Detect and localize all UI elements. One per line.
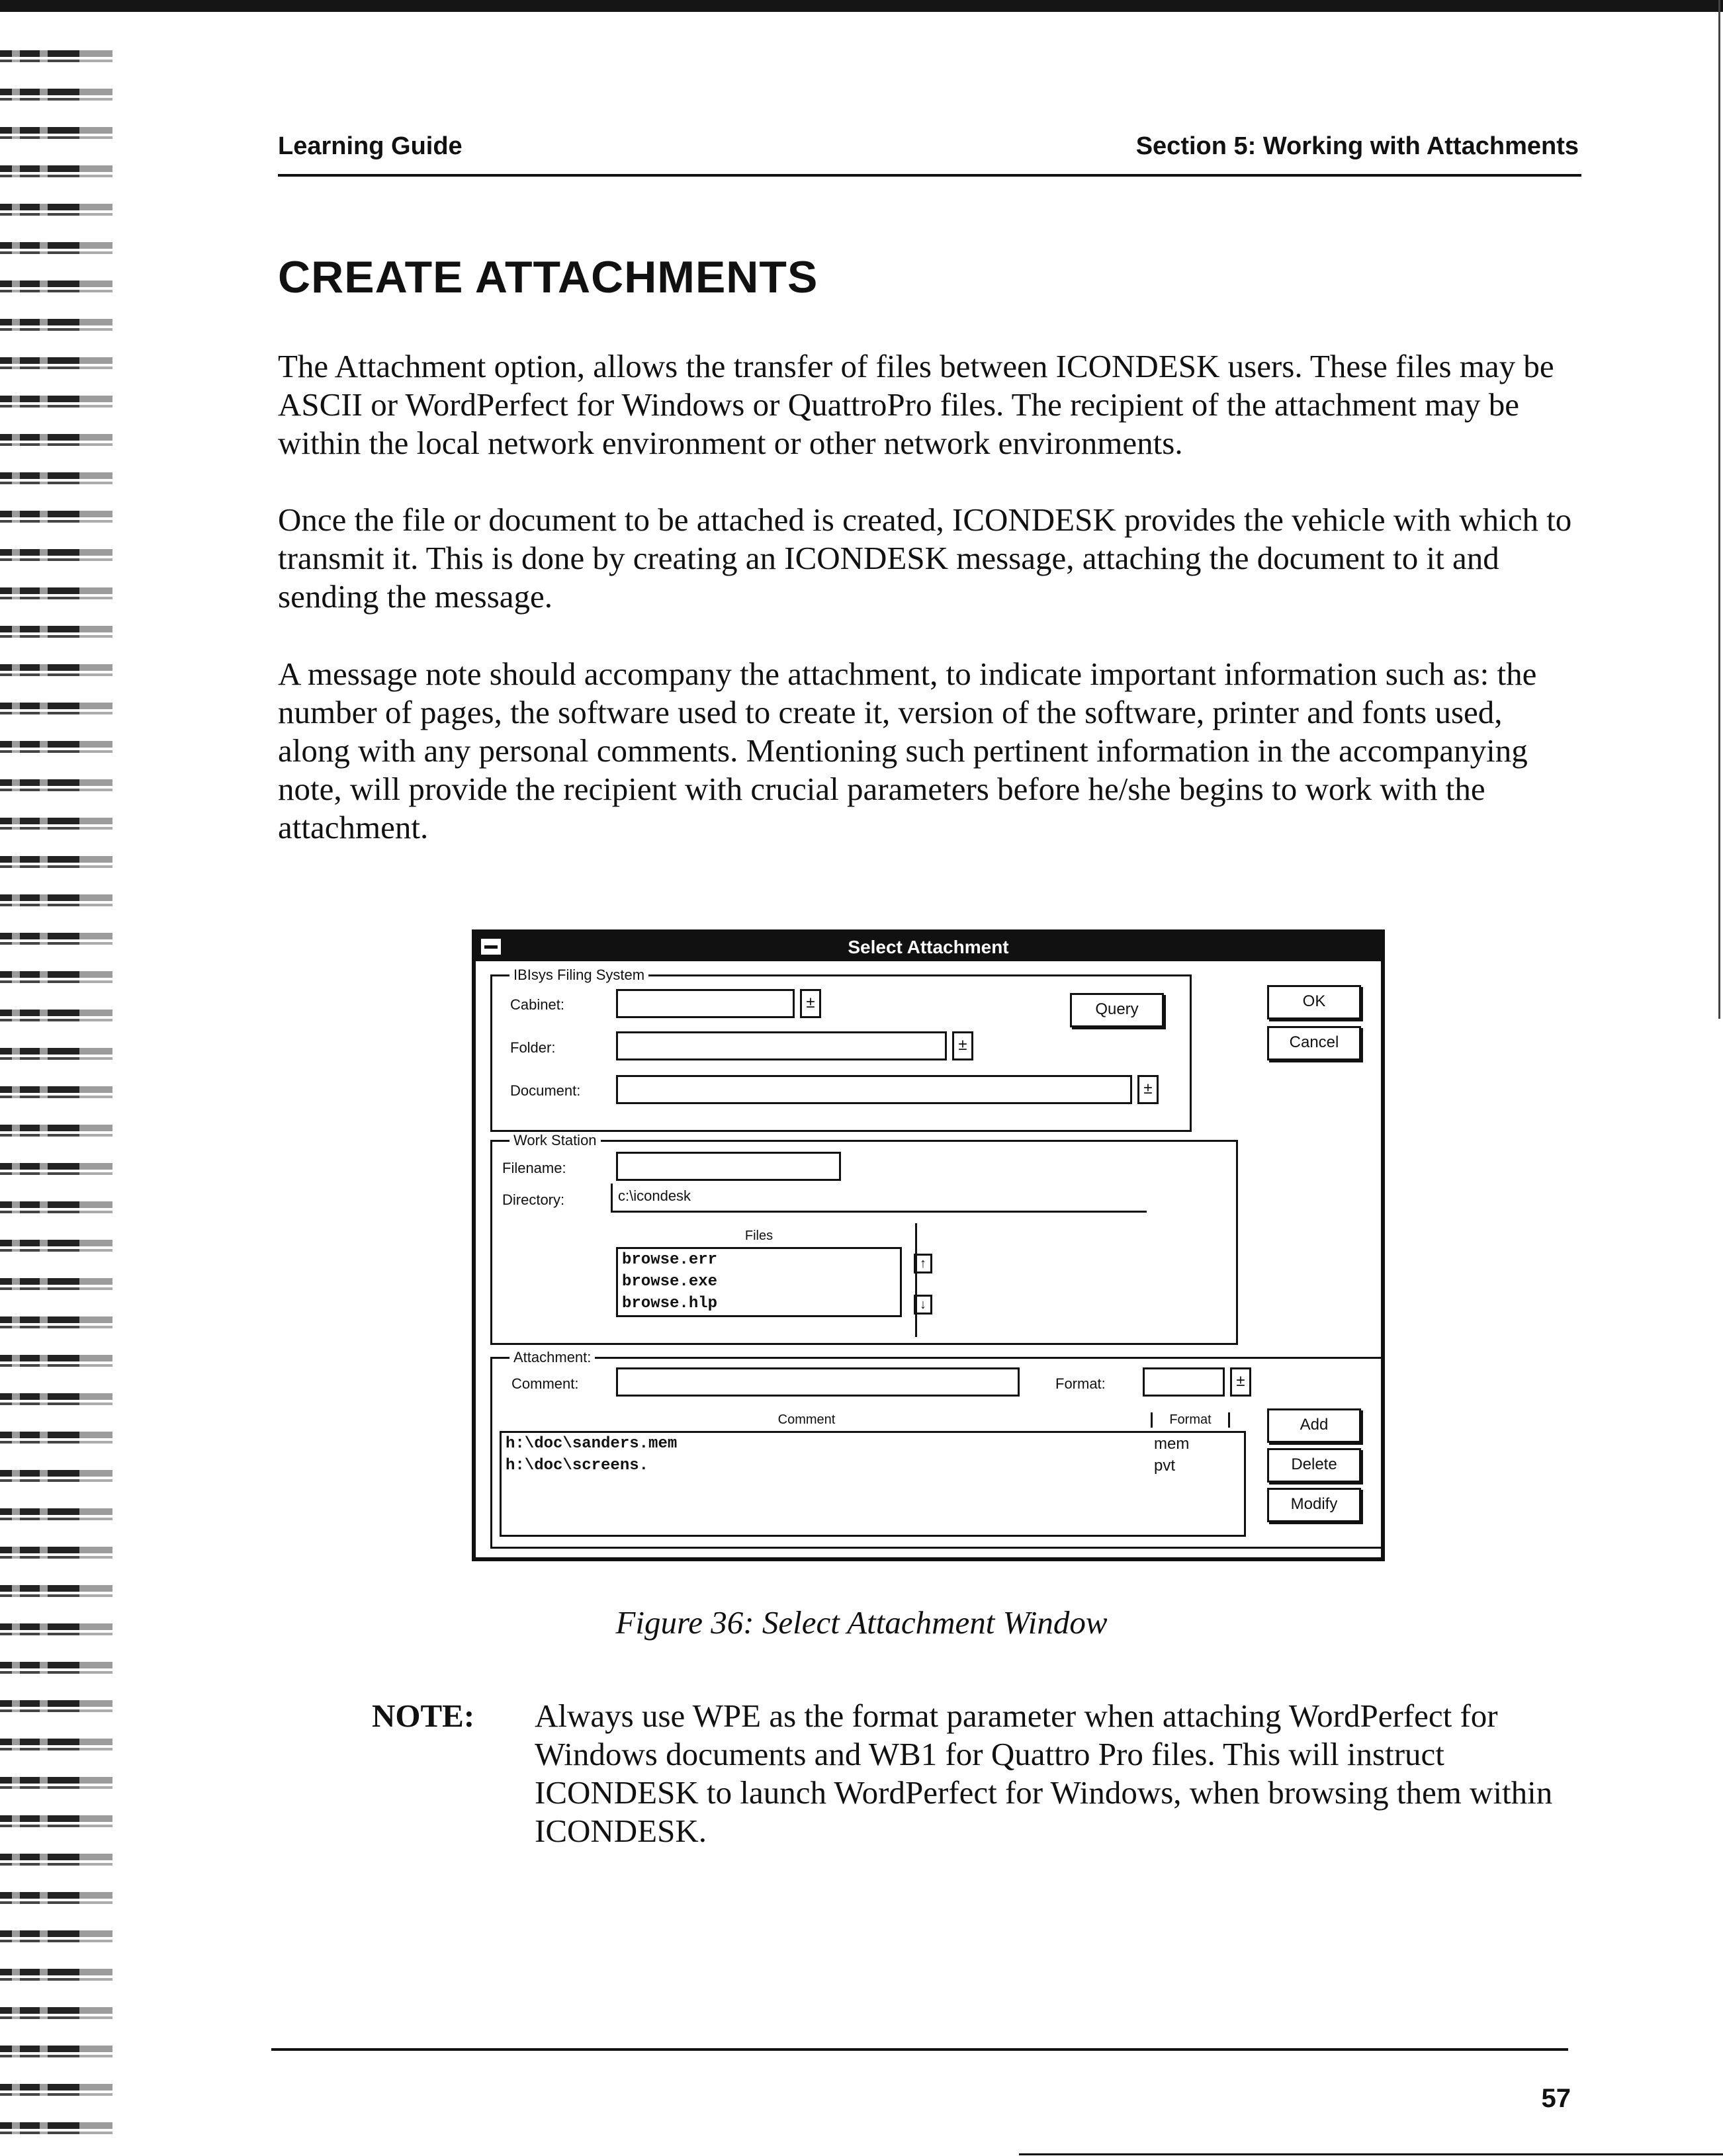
system-menu-icon[interactable] <box>480 937 502 956</box>
table-row[interactable] <box>506 1455 1244 1477</box>
scroll-down-icon[interactable]: ↓ <box>914 1295 932 1315</box>
header-rule <box>278 174 1581 177</box>
format-label: Format: <box>1055 1375 1106 1392</box>
filename-field[interactable] <box>616 1152 841 1181</box>
paragraph-1: The Attachment option, allows the transfer of files between ICONDESK users. These files may be ASCII or WordPerfect for Windows or QuattroPro files. The recipient of the attachment may be within the local network environment or other network environments. <box>278 348 1554 461</box>
dialog-title-bar <box>476 933 1381 961</box>
page-edge-line <box>1718 0 1720 1019</box>
files-list-header: Files <box>744 1229 773 1243</box>
footer-rule <box>271 2048 1568 2051</box>
delete-button[interactable]: Delete <box>1267 1448 1361 1483</box>
running-header-left: Learning Guide <box>278 132 463 160</box>
scan-top-edge <box>0 0 1723 12</box>
filing-system-group-label: IBIsys Filing System <box>509 967 648 984</box>
note-text: Always use WPE as the format parameter when attaching WordPerfect for Windows documents and WB1 for Quattro Pro files. This will instruct ICONDESK to launch WordPerfect for Windows, when browsing them within ICONDESK. <box>535 1698 1553 1849</box>
folder-dropdown-icon[interactable]: ± <box>952 1031 973 1060</box>
files-listbox[interactable] <box>616 1247 902 1317</box>
filename-label: Filename: <box>502 1160 566 1176</box>
list-item[interactable]: browse.exe <box>622 1273 718 1291</box>
query-button[interactable]: Query <box>1070 993 1164 1027</box>
cabinet-dropdown-icon[interactable]: ± <box>800 989 821 1018</box>
dialog-title: Select Attachment <box>848 937 1009 957</box>
page-title: CREATE ATTACHMENTS <box>278 252 818 302</box>
work-station-group-label: Work Station <box>509 1132 601 1149</box>
attachments-comment-header: Comment <box>777 1412 836 1427</box>
attachments-listbox[interactable] <box>500 1431 1246 1537</box>
cancel-button[interactable]: Cancel <box>1267 1026 1361 1060</box>
paragraph-2: Once the file or document to be attached is created, ICONDESK provides the vehicle with which to transmit it. This is done by creating an ICONDESK message, attaching the document to it and sending the message. <box>278 501 1572 615</box>
modify-button[interactable]: Modify <box>1267 1488 1361 1522</box>
page-number: 57 <box>1541 2084 1571 2113</box>
comment-field[interactable] <box>616 1367 1020 1397</box>
select-attachment-dialog <box>472 929 1385 1561</box>
format-dropdown-icon[interactable]: ± <box>1230 1367 1251 1397</box>
directory-value: c:\icondesk <box>611 1184 1147 1213</box>
document-label: Document: <box>510 1082 581 1099</box>
add-button[interactable]: Add <box>1267 1408 1361 1443</box>
directory-label: Directory: <box>502 1191 565 1208</box>
attachment-comment: h:\doc\sanders.mem <box>506 1435 678 1453</box>
attachment-format: pvt <box>1154 1457 1176 1475</box>
attachment-group-label: Attachment: <box>509 1349 595 1366</box>
comment-label: Comment: <box>511 1375 579 1392</box>
paragraph-3: A message note should accompany the attachment, to indicate important information such as: the number of pages, the software used to create it, version of the software, printer and fonts used, along with any personal comments. Mentioning such pertinent information in the accompanying note, will provide the recipient with crucial parameters before he/she begins to work with the attachment. <box>278 656 1537 845</box>
document-field[interactable] <box>616 1075 1132 1104</box>
files-scrollbar[interactable] <box>915 1223 936 1337</box>
list-item[interactable]: browse.err <box>622 1251 718 1269</box>
note-label: NOTE: <box>372 1698 475 1734</box>
running-header-right: Section 5: Working with Attachments <box>1135 132 1579 160</box>
document-dropdown-icon[interactable]: ± <box>1137 1075 1159 1104</box>
figure-caption: Figure 36: Select Attachment Window <box>615 1604 1108 1641</box>
scan-bottom-edge <box>1019 2153 1723 2155</box>
attachments-format-header: Format <box>1151 1412 1230 1428</box>
table-row[interactable] <box>506 1433 1244 1455</box>
folder-field[interactable] <box>616 1031 947 1060</box>
ok-button[interactable]: OK <box>1267 985 1361 1019</box>
list-item[interactable]: browse.hlp <box>622 1295 718 1313</box>
format-field[interactable] <box>1143 1367 1225 1397</box>
attachment-format: mem <box>1154 1435 1190 1453</box>
scroll-up-icon[interactable]: ↑ <box>914 1254 932 1273</box>
attachment-comment: h:\doc\screens. <box>506 1457 649 1475</box>
spiral-binding-gaps <box>0 40 112 2156</box>
folder-label: Folder: <box>510 1039 556 1056</box>
cabinet-field[interactable] <box>616 989 795 1018</box>
cabinet-label: Cabinet: <box>510 996 564 1013</box>
